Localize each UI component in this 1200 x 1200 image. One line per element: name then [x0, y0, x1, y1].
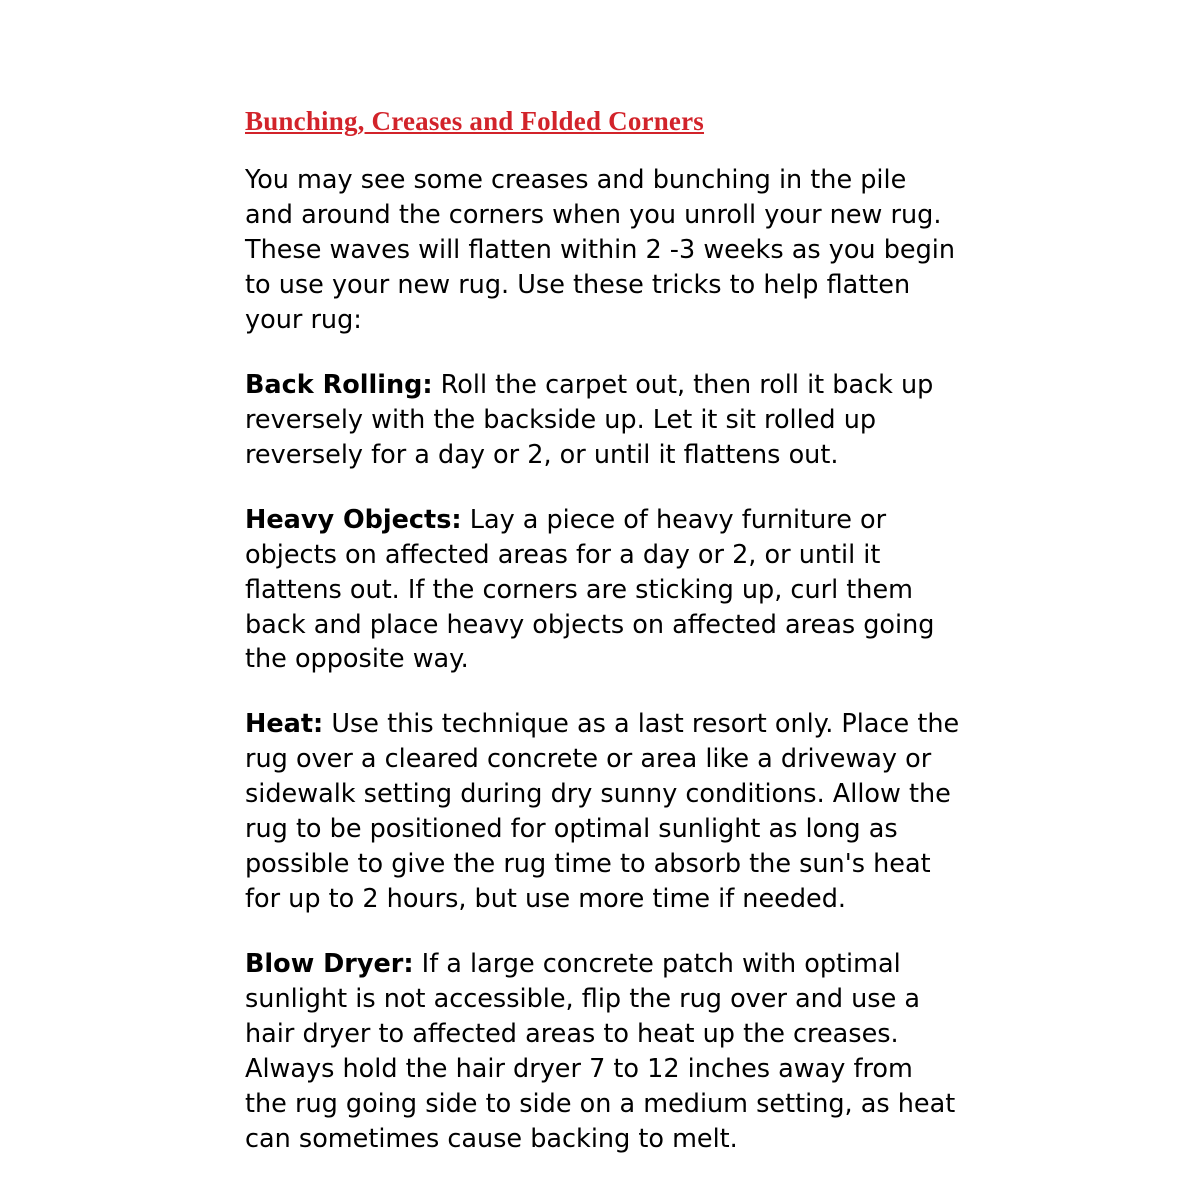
- paragraph-back-rolling: [245, 368, 960, 473]
- paragraph-intro-text: You may see some creases and bunching in the pile and around the corners when you unroll your new rug. These waves will flatten within 2 -3 weeks as you begin to use your new rug. Use these tricks to help flatten your rug:: [245, 165, 956, 336]
- paragraph-blow-dryer-text: If a large concrete patch with optimal sunlight is not accessible, flip the rug over and use a hair dryer to affected areas to heat up the creases. Always hold the hair dryer 7 to 12 inches away from the rug going side to side on a medium setting, as heat can sometimes cause backing to melt.: [245, 948, 956, 1154]
- paragraph-back-rolling-lead-in: Back Rolling:: [245, 370, 433, 400]
- paragraph-heavy-objects-lead-in: Heavy Objects:: [245, 504, 462, 535]
- paragraph-blow-dryer-lead-in: Blow Dryer:: [245, 948, 414, 979]
- paragraph-heat: [245, 707, 960, 917]
- paragraph-heavy-objects: [245, 503, 960, 678]
- paragraph-intro: [245, 163, 960, 338]
- paragraph-back-rolling-text: Roll the carpet out, then roll it back up reversely with the backside up. Let it sit rolled up reversely for a day or 2, or until it flattens out.: [245, 370, 934, 470]
- paragraph-heavy-objects-text: Lay a piece of heavy furniture or objects on affected areas for a day or 2, or until it flattens out. If the corners are sticking up, curl them back and place heavy objects on affected areas going the opposite way.: [245, 504, 935, 675]
- paragraph-blow-dryer: [245, 947, 960, 1157]
- paragraph-heat-lead-in: Heat:: [245, 709, 324, 740]
- page-title: Bunching, Creases and Folded Corners: [245, 106, 705, 136]
- paragraph-heat-text: Use this technique as a last resort only. Place the rug over a cleared concrete or area like a driveway or sidewalk setting during dry sunny conditions. Allow the rug to be positioned for optimal sunlight as long as possible to give the rug time to absorb the sun's heat for up to 2 hours, but use more time if needed.: [245, 709, 960, 914]
